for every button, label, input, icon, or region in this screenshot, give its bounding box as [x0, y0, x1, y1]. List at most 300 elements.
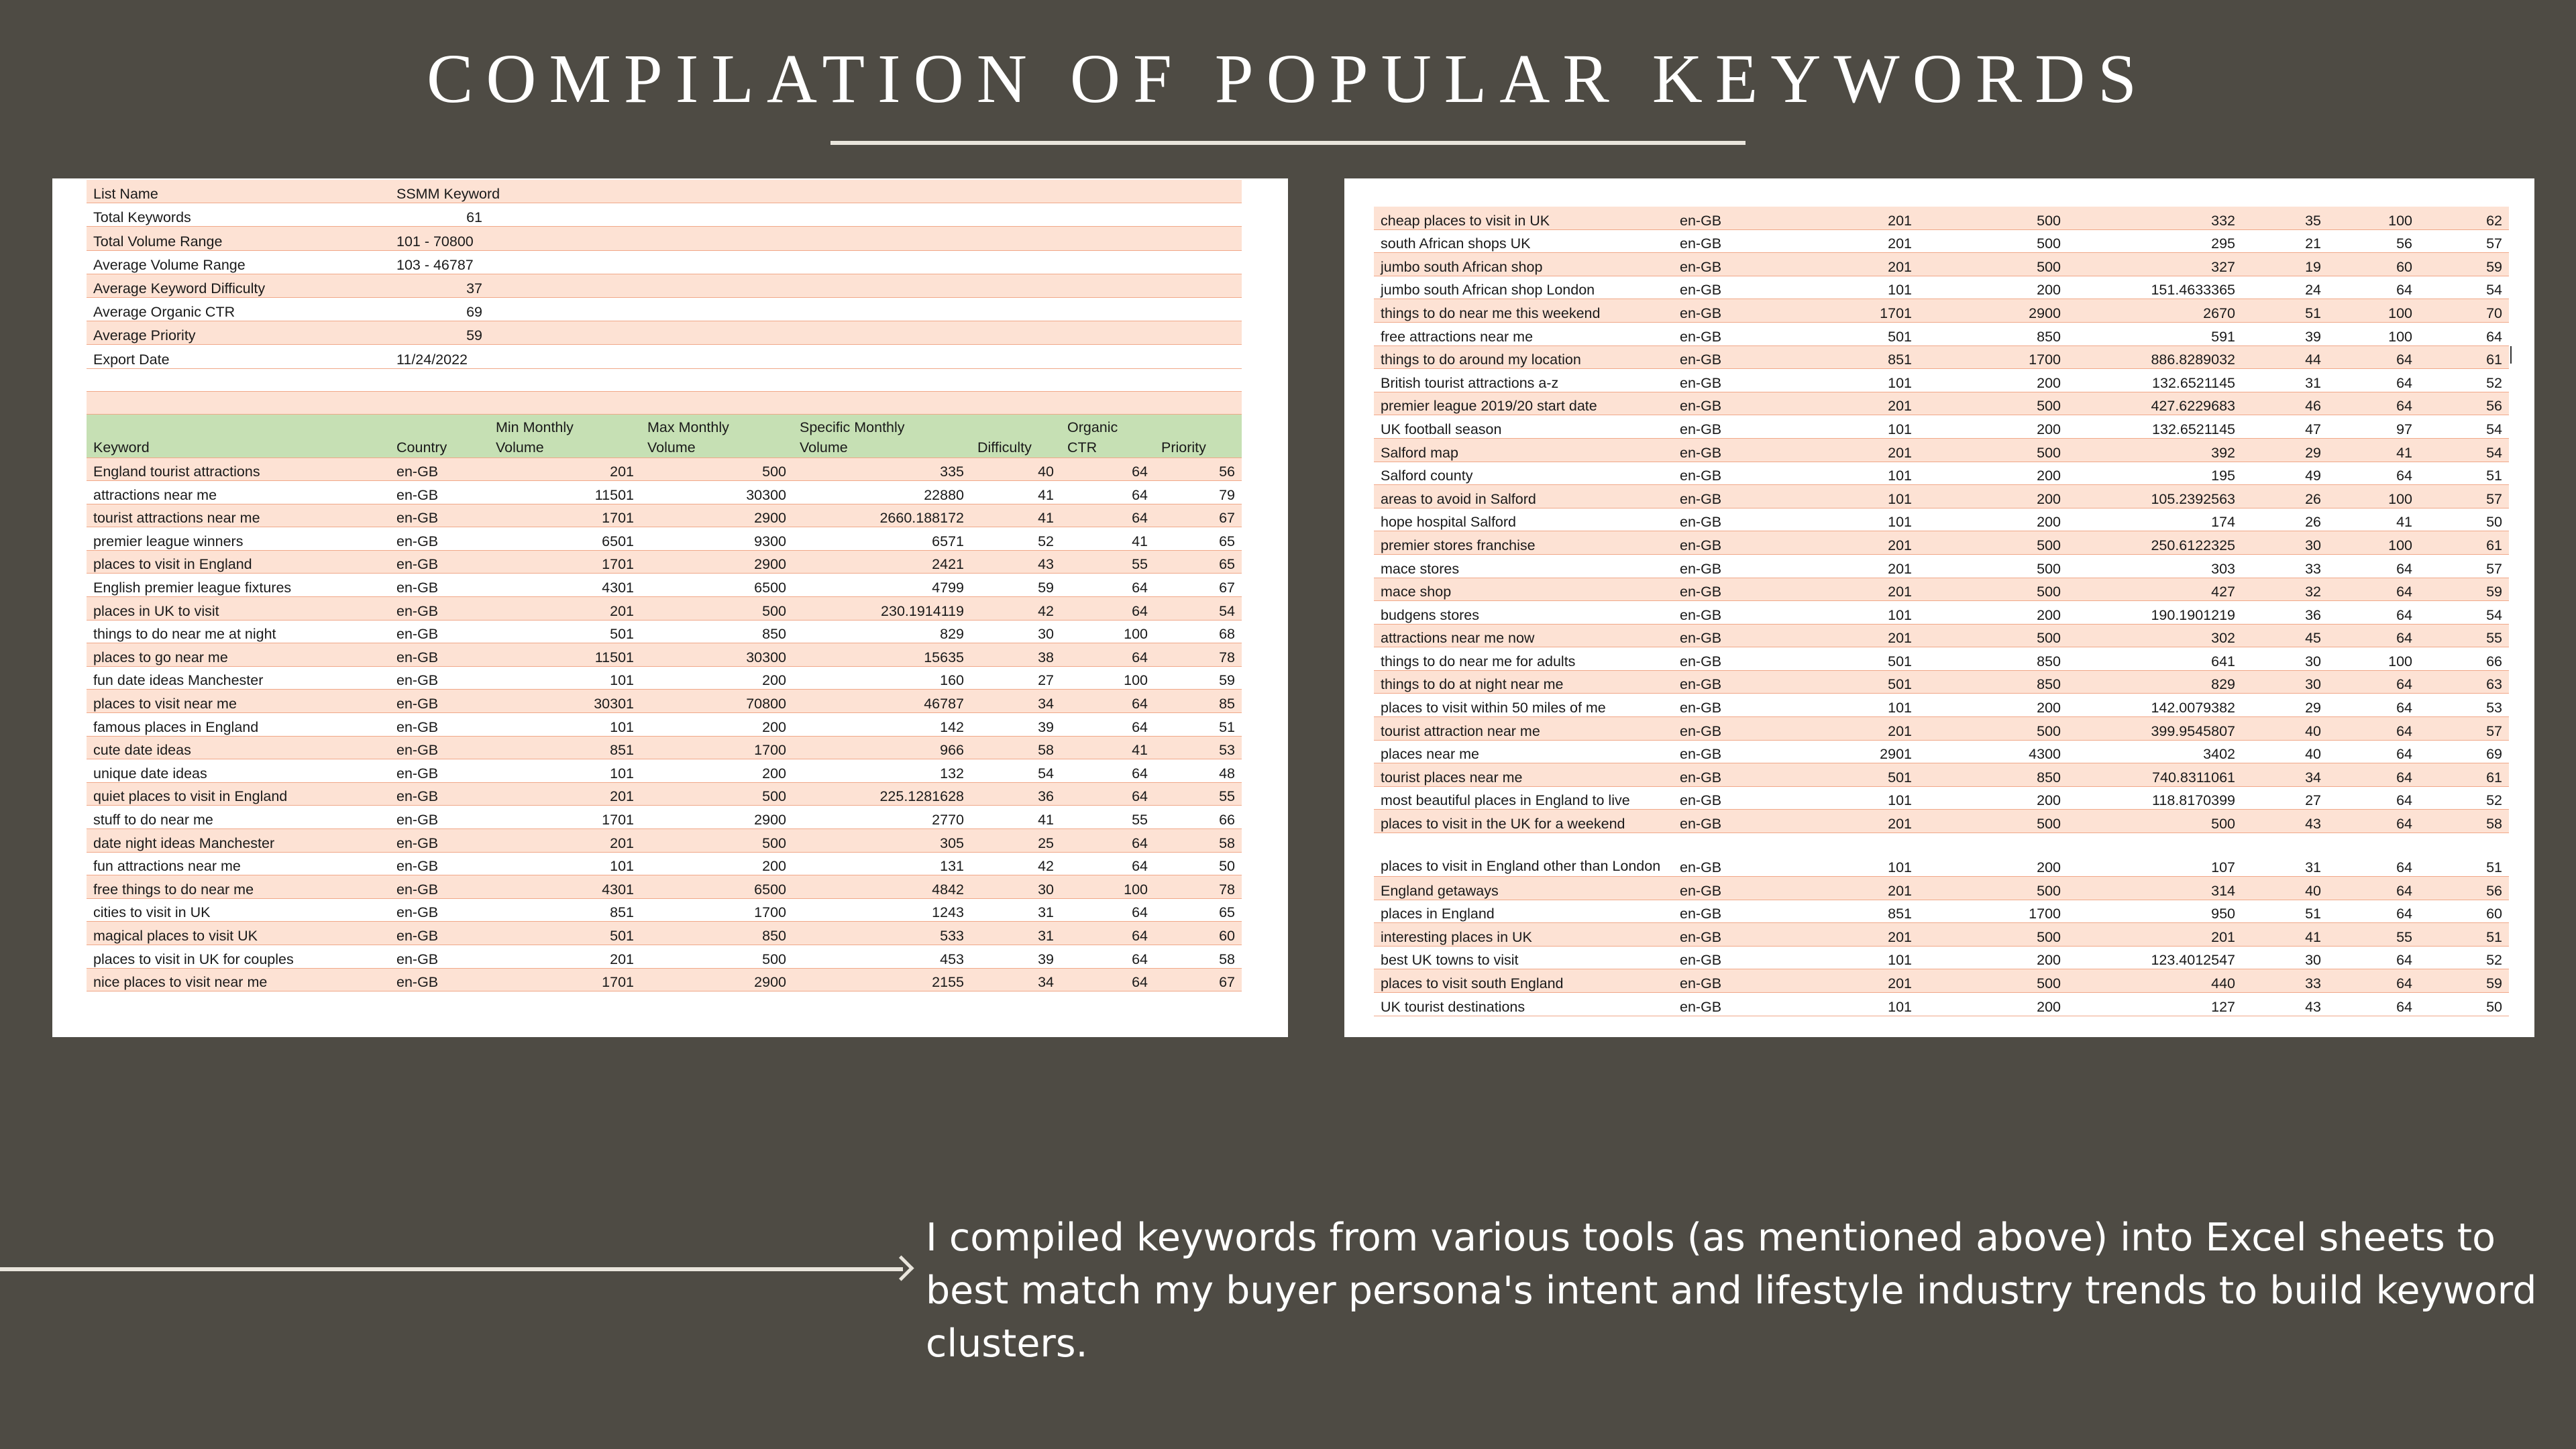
table-cell: 200: [1919, 369, 2068, 392]
table-row: [87, 504, 1242, 527]
table-cell: 43: [2242, 810, 2328, 833]
caption-text: I compiled keywords from various tools (as mentioned above) into Excel sheets to best match my buyer persona's intent and lifestyle industry trends to build keyword clusters.: [926, 1216, 2537, 1366]
table-cell: 201: [1771, 207, 1919, 229]
table-cell: 1700: [641, 736, 793, 759]
table-cell: 39: [971, 713, 1061, 737]
empty-cell: [1155, 391, 1242, 414]
table-cell: 64: [1061, 458, 1155, 481]
table-cell: en-GB: [1673, 322, 1771, 345]
table-cell: 26: [2242, 485, 2328, 508]
title-underline: [830, 141, 1746, 145]
table-row: [87, 759, 1242, 783]
table-cell: 501: [1771, 763, 1919, 787]
table-cell: 132: [793, 759, 971, 783]
column-header: [489, 414, 641, 458]
table-cell: 41: [971, 806, 1061, 829]
table-cell: 64: [2328, 462, 2419, 485]
table-cell: 36: [971, 782, 1061, 806]
column-header-row: [87, 414, 1242, 458]
table-cell: 67: [1155, 574, 1242, 597]
table-cell: en-GB: [1673, 670, 1771, 694]
table-cell: 70800: [641, 690, 793, 713]
table-cell: 19: [2242, 253, 2328, 276]
table-cell: 101: [489, 852, 641, 875]
table-cell: fun date ideas Manchester: [87, 666, 390, 690]
table-cell: 54: [2419, 601, 2509, 625]
table-cell: en-GB: [1673, 276, 1771, 299]
table-cell: 100: [1061, 666, 1155, 690]
table-cell: unique date ideas: [87, 759, 390, 783]
empty-cell: [1061, 321, 1155, 345]
table-cell: 201: [1771, 531, 1919, 555]
table-cell: 39: [2242, 322, 2328, 345]
table-row: [1374, 253, 2509, 276]
summary-row: [87, 345, 1242, 368]
table-cell: 64: [1061, 643, 1155, 667]
table-cell: 41: [2242, 923, 2328, 947]
table-cell: en-GB: [1673, 969, 1771, 993]
table-cell: 46: [2242, 392, 2328, 415]
table-cell: 64: [2328, 276, 2419, 299]
table-cell: 151.4633365: [2068, 276, 2242, 299]
table-cell: en-GB: [390, 481, 489, 504]
table-cell: places to visit in England: [87, 550, 390, 574]
table-cell: 200: [1919, 276, 2068, 299]
table-cell: Salford county: [1374, 462, 1673, 485]
table-cell: 500: [641, 829, 793, 853]
arrow-line: [0, 1267, 903, 1271]
empty-cell: [87, 368, 390, 391]
table-row: [1374, 786, 2509, 810]
table-cell: 47: [2242, 415, 2328, 439]
table-cell: free attractions near me: [1374, 322, 1673, 345]
table-cell: en-GB: [1673, 369, 1771, 392]
table-cell: 64: [2328, 345, 2419, 369]
table-cell: 64: [2419, 322, 2509, 345]
table-cell: places in UK to visit: [87, 597, 390, 621]
table-cell: attractions near me: [87, 481, 390, 504]
table-cell: 1700: [1919, 900, 2068, 923]
table-cell: SSMM Keyword: [390, 180, 489, 203]
table-cell: 132.6521145: [2068, 415, 2242, 439]
table-cell: 851: [1771, 345, 1919, 369]
table-cell: 41: [971, 504, 1061, 527]
table-cell: 107: [2068, 833, 2242, 877]
table-cell: 56: [2419, 877, 2509, 900]
table-cell: 127: [2068, 993, 2242, 1016]
table-row: [1374, 531, 2509, 555]
empty-cell: [971, 391, 1061, 414]
table-cell: 200: [1919, 462, 2068, 485]
table-cell: 303: [2068, 554, 2242, 578]
table-cell: 54: [2419, 276, 2509, 299]
table-cell: 392: [2068, 438, 2242, 462]
table-cell: en-GB: [390, 829, 489, 853]
table-row: [87, 968, 1242, 991]
table-cell: en-GB: [390, 527, 489, 551]
summary-row: [87, 297, 1242, 321]
table-cell: jumbo south African shop: [1374, 253, 1673, 276]
table-cell: 53: [2419, 694, 2509, 717]
table-cell: 60: [2328, 253, 2419, 276]
table-cell: en-GB: [1673, 877, 1771, 900]
table-cell: 42: [971, 597, 1061, 621]
table-cell: 64: [2328, 740, 2419, 763]
table-cell: mace shop: [1374, 578, 1673, 601]
table-cell: 829: [793, 620, 971, 643]
empty-cell: [641, 368, 793, 391]
table-cell: 61: [2419, 763, 2509, 787]
table-row: [1374, 485, 2509, 508]
table-cell: 34: [2242, 763, 2328, 787]
table-cell: 101: [1771, 415, 1919, 439]
table-cell: 43: [2242, 993, 2328, 1016]
table-cell: 64: [2328, 670, 2419, 694]
table-row: [1374, 508, 2509, 531]
table-cell: en-GB: [390, 898, 489, 922]
table-cell: 201: [2068, 923, 2242, 947]
table-cell: 64: [2328, 392, 2419, 415]
table-cell: 33: [2242, 969, 2328, 993]
table-cell: 201: [489, 829, 641, 853]
table-cell: 100: [2328, 485, 2419, 508]
table-cell: 101: [1771, 786, 1919, 810]
summary-row: [87, 321, 1242, 345]
table-cell: 50: [2419, 993, 2509, 1016]
table-row: [1374, 670, 2509, 694]
table-cell: 201: [489, 597, 641, 621]
table-cell: best UK towns to visit: [1374, 946, 1673, 969]
empty-cell: [1155, 368, 1242, 391]
empty-cell: [390, 368, 489, 391]
column-header: [793, 414, 971, 458]
table-row: [87, 898, 1242, 922]
table-cell: en-GB: [390, 782, 489, 806]
empty-cell: [1061, 391, 1155, 414]
table-cell: 200: [1919, 508, 2068, 531]
table-cell: 78: [1155, 643, 1242, 667]
summary-row: [87, 227, 1242, 250]
table-cell: 57: [2419, 229, 2509, 253]
empty-cell: [1061, 227, 1155, 250]
table-cell: 64: [2328, 877, 2419, 900]
table-cell: 50: [2419, 508, 2509, 531]
table-cell: things to do near me for adults: [1374, 647, 1673, 671]
table-row: [87, 945, 1242, 968]
text-cursor: [2510, 346, 2512, 364]
empty-cell: [489, 321, 641, 345]
table-row: [1374, 969, 2509, 993]
summary-row: [87, 274, 1242, 297]
empty-cell: [641, 250, 793, 274]
empty-cell: [489, 368, 641, 391]
table-cell: 52: [2419, 786, 2509, 810]
table-cell: 64: [2328, 763, 2419, 787]
table-cell: 101: [1771, 833, 1919, 877]
empty-cell: [971, 274, 1061, 297]
empty-cell: [1155, 297, 1242, 321]
table-cell: 54: [1155, 597, 1242, 621]
empty-cell: [1155, 345, 1242, 368]
table-cell: 53: [1155, 736, 1242, 759]
table-row: [87, 481, 1242, 504]
table-cell: 4799: [793, 574, 971, 597]
table-row: [1374, 438, 2509, 462]
table-cell: 51: [1155, 713, 1242, 737]
table-cell: 142.0079382: [2068, 694, 2242, 717]
table-row: [1374, 946, 2509, 969]
table-cell: 64: [1061, 713, 1155, 737]
summary-row: [87, 203, 1242, 227]
table-cell: 64: [2328, 810, 2419, 833]
table-cell: 46787: [793, 690, 971, 713]
table-cell: 59: [2419, 969, 2509, 993]
empty-cell: [489, 203, 641, 227]
empty-cell: [1155, 274, 1242, 297]
table-cell: 30: [2242, 647, 2328, 671]
table-cell: 201: [1771, 810, 1919, 833]
table-cell: 101: [1771, 993, 1919, 1016]
table-cell: 201: [1771, 253, 1919, 276]
summary-row: [87, 250, 1242, 274]
table-cell: 30300: [641, 481, 793, 504]
table-row: [1374, 810, 2509, 833]
table-cell: 15635: [793, 643, 971, 667]
table-cell: 11501: [489, 481, 641, 504]
table-cell: 132.6521145: [2068, 369, 2242, 392]
table-cell: 64: [1061, 481, 1155, 504]
table-cell: 30: [971, 875, 1061, 899]
table-cell: famous places in England: [87, 713, 390, 737]
table-cell: en-GB: [390, 666, 489, 690]
table-cell: 52: [2419, 369, 2509, 392]
empty-cell: [793, 321, 971, 345]
table-row: [87, 666, 1242, 690]
table-cell: 78: [1155, 875, 1242, 899]
table-cell: en-GB: [1673, 624, 1771, 647]
table-cell: Average Volume Range: [87, 250, 390, 274]
table-row: [87, 806, 1242, 829]
empty-cell: [793, 274, 971, 297]
table-cell: 56: [1155, 458, 1242, 481]
table-cell: 35: [2242, 207, 2328, 229]
table-cell: 850: [641, 922, 793, 945]
table-cell: British tourist attractions a-z: [1374, 369, 1673, 392]
table-cell: 851: [1771, 900, 1919, 923]
table-cell: 4300: [1919, 740, 2068, 763]
table-cell: 27: [2242, 786, 2328, 810]
table-cell: en-GB: [1673, 554, 1771, 578]
table-cell: 64: [1061, 852, 1155, 875]
table-cell: 500: [641, 945, 793, 968]
table-cell: 6571: [793, 527, 971, 551]
spreadsheet-panel-right: [1344, 178, 2534, 1037]
table-cell: 48: [1155, 759, 1242, 783]
column-header-label: Difficulty: [977, 439, 1032, 455]
table-cell: 29: [2242, 438, 2328, 462]
empty-cell: [1061, 345, 1155, 368]
table-cell: 64: [1061, 945, 1155, 968]
table-row: [87, 527, 1242, 551]
table-cell: 591: [2068, 322, 2242, 345]
column-header-label: Max Monthly Volume: [647, 419, 729, 455]
table-cell: 1701: [1771, 299, 1919, 323]
table-cell: 101: [1771, 601, 1919, 625]
table-cell: 453: [793, 945, 971, 968]
empty-cell: [793, 345, 971, 368]
table-cell: 9300: [641, 527, 793, 551]
table-cell: 51: [2242, 299, 2328, 323]
empty-cell: [641, 203, 793, 227]
table-cell: 200: [1919, 601, 2068, 625]
table-row: [1374, 601, 2509, 625]
table-row: [87, 829, 1242, 853]
table-cell: 26: [2242, 508, 2328, 531]
table-cell: 57: [2419, 717, 2509, 741]
table-cell: en-GB: [390, 713, 489, 737]
table-cell: tourist attraction near me: [1374, 717, 1673, 741]
table-cell: 174: [2068, 508, 2242, 531]
table-cell: hope hospital Salford: [1374, 508, 1673, 531]
table-cell: cities to visit in UK: [87, 898, 390, 922]
table-row: [1374, 993, 2509, 1016]
table-cell: 641: [2068, 647, 2242, 671]
table-cell: 51: [2419, 923, 2509, 947]
table-cell: Total Volume Range: [87, 227, 390, 250]
table-row: [1374, 877, 2509, 900]
table-cell: free things to do near me: [87, 875, 390, 899]
table-cell: 201: [1771, 438, 1919, 462]
table-cell: jumbo south African shop London: [1374, 276, 1673, 299]
table-row: [1374, 900, 2509, 923]
table-cell: 2770: [793, 806, 971, 829]
table-cell: en-GB: [1673, 763, 1771, 787]
table-cell: 950: [2068, 900, 2242, 923]
table-cell: en-GB: [390, 875, 489, 899]
table-cell: 58: [1155, 945, 1242, 968]
table-cell: 2900: [1919, 299, 2068, 323]
table-cell: Salford map: [1374, 438, 1673, 462]
table-cell: 305: [793, 829, 971, 853]
table-cell: 103 - 46787: [390, 250, 489, 274]
column-header-label: Specific Monthly Volume: [800, 419, 905, 455]
table-cell: 427: [2068, 578, 2242, 601]
table-cell: 64: [2328, 694, 2419, 717]
table-cell: 966: [793, 736, 971, 759]
table-cell: en-GB: [1673, 415, 1771, 439]
table-cell: things to do at night near me: [1374, 670, 1673, 694]
table-cell: nice places to visit near me: [87, 968, 390, 991]
table-cell: 201: [1771, 923, 1919, 947]
table-cell: en-GB: [390, 643, 489, 667]
table-cell: 54: [2419, 415, 2509, 439]
table-row: [1374, 717, 2509, 741]
table-cell: 4842: [793, 875, 971, 899]
table-cell: 41: [1061, 736, 1155, 759]
empty-cell: [1061, 368, 1155, 391]
table-cell: 1700: [641, 898, 793, 922]
spreadsheet-panel-left: [52, 178, 1288, 1037]
table-cell: 64: [2328, 993, 2419, 1016]
table-cell: 40: [971, 458, 1061, 481]
table-cell: 58: [971, 736, 1061, 759]
table-row: [1374, 462, 2509, 485]
table-cell: 501: [489, 922, 641, 945]
table-cell: 56: [2419, 392, 2509, 415]
table-cell: en-GB: [390, 736, 489, 759]
empty-cell: [1061, 274, 1155, 297]
table-cell: 500: [1919, 207, 2068, 229]
table-cell: en-GB: [1673, 717, 1771, 741]
table-cell: 64: [1061, 898, 1155, 922]
table-row: [1374, 299, 2509, 323]
table-cell: 850: [1919, 763, 2068, 787]
table-cell: 201: [1771, 877, 1919, 900]
table-cell: 65: [1155, 527, 1242, 551]
table-cell: 6501: [489, 527, 641, 551]
empty-cell: [641, 297, 793, 321]
table-cell: 39: [971, 945, 1061, 968]
table-cell: 500: [2068, 810, 2242, 833]
table-cell: en-GB: [1673, 601, 1771, 625]
table-cell: places to visit in UK for couples: [87, 945, 390, 968]
table-cell: 201: [1771, 624, 1919, 647]
table-cell: List Name: [87, 180, 390, 203]
table-cell: places to visit near me: [87, 690, 390, 713]
table-cell: Average Priority: [87, 321, 390, 345]
table-cell: 500: [1919, 229, 2068, 253]
table-cell: attractions near me now: [1374, 624, 1673, 647]
table-cell: 58: [2419, 810, 2509, 833]
table-cell: 54: [971, 759, 1061, 783]
table-row: [1374, 345, 2509, 369]
table-cell: 61: [2419, 345, 2509, 369]
table-cell: 44: [2242, 345, 2328, 369]
table-cell: 500: [1919, 923, 2068, 947]
table-cell: en-GB: [390, 945, 489, 968]
table-cell: 37: [390, 274, 489, 297]
table-cell: 32: [2242, 578, 2328, 601]
column-header-label: Keyword: [93, 439, 150, 455]
table-cell: 55: [2419, 624, 2509, 647]
empty-cell: [971, 180, 1061, 203]
table-cell: 500: [641, 458, 793, 481]
table-cell: en-GB: [1673, 207, 1771, 229]
table-cell: 49: [2242, 462, 2328, 485]
table-cell: 67: [1155, 968, 1242, 991]
table-cell: 500: [1919, 438, 2068, 462]
table-cell: 101: [1771, 369, 1919, 392]
table-cell: 302: [2068, 624, 2242, 647]
empty-cell: [793, 180, 971, 203]
table-cell: places near me: [1374, 740, 1673, 763]
empty-cell: [971, 368, 1061, 391]
empty-cell: [971, 321, 1061, 345]
table-cell: 64: [2328, 369, 2419, 392]
table-cell: 500: [1919, 531, 2068, 555]
table-row: [87, 643, 1242, 667]
table-cell: 850: [1919, 647, 2068, 671]
table-row: [1374, 833, 2509, 877]
table-cell: 829: [2068, 670, 2242, 694]
table-cell: 851: [489, 898, 641, 922]
table-cell: 64: [1061, 782, 1155, 806]
table-cell: premier league winners: [87, 527, 390, 551]
empty-cell: [971, 227, 1061, 250]
table-cell: 64: [1061, 597, 1155, 621]
table-cell: 201: [1771, 969, 1919, 993]
table-cell: Average Keyword Difficulty: [87, 274, 390, 297]
